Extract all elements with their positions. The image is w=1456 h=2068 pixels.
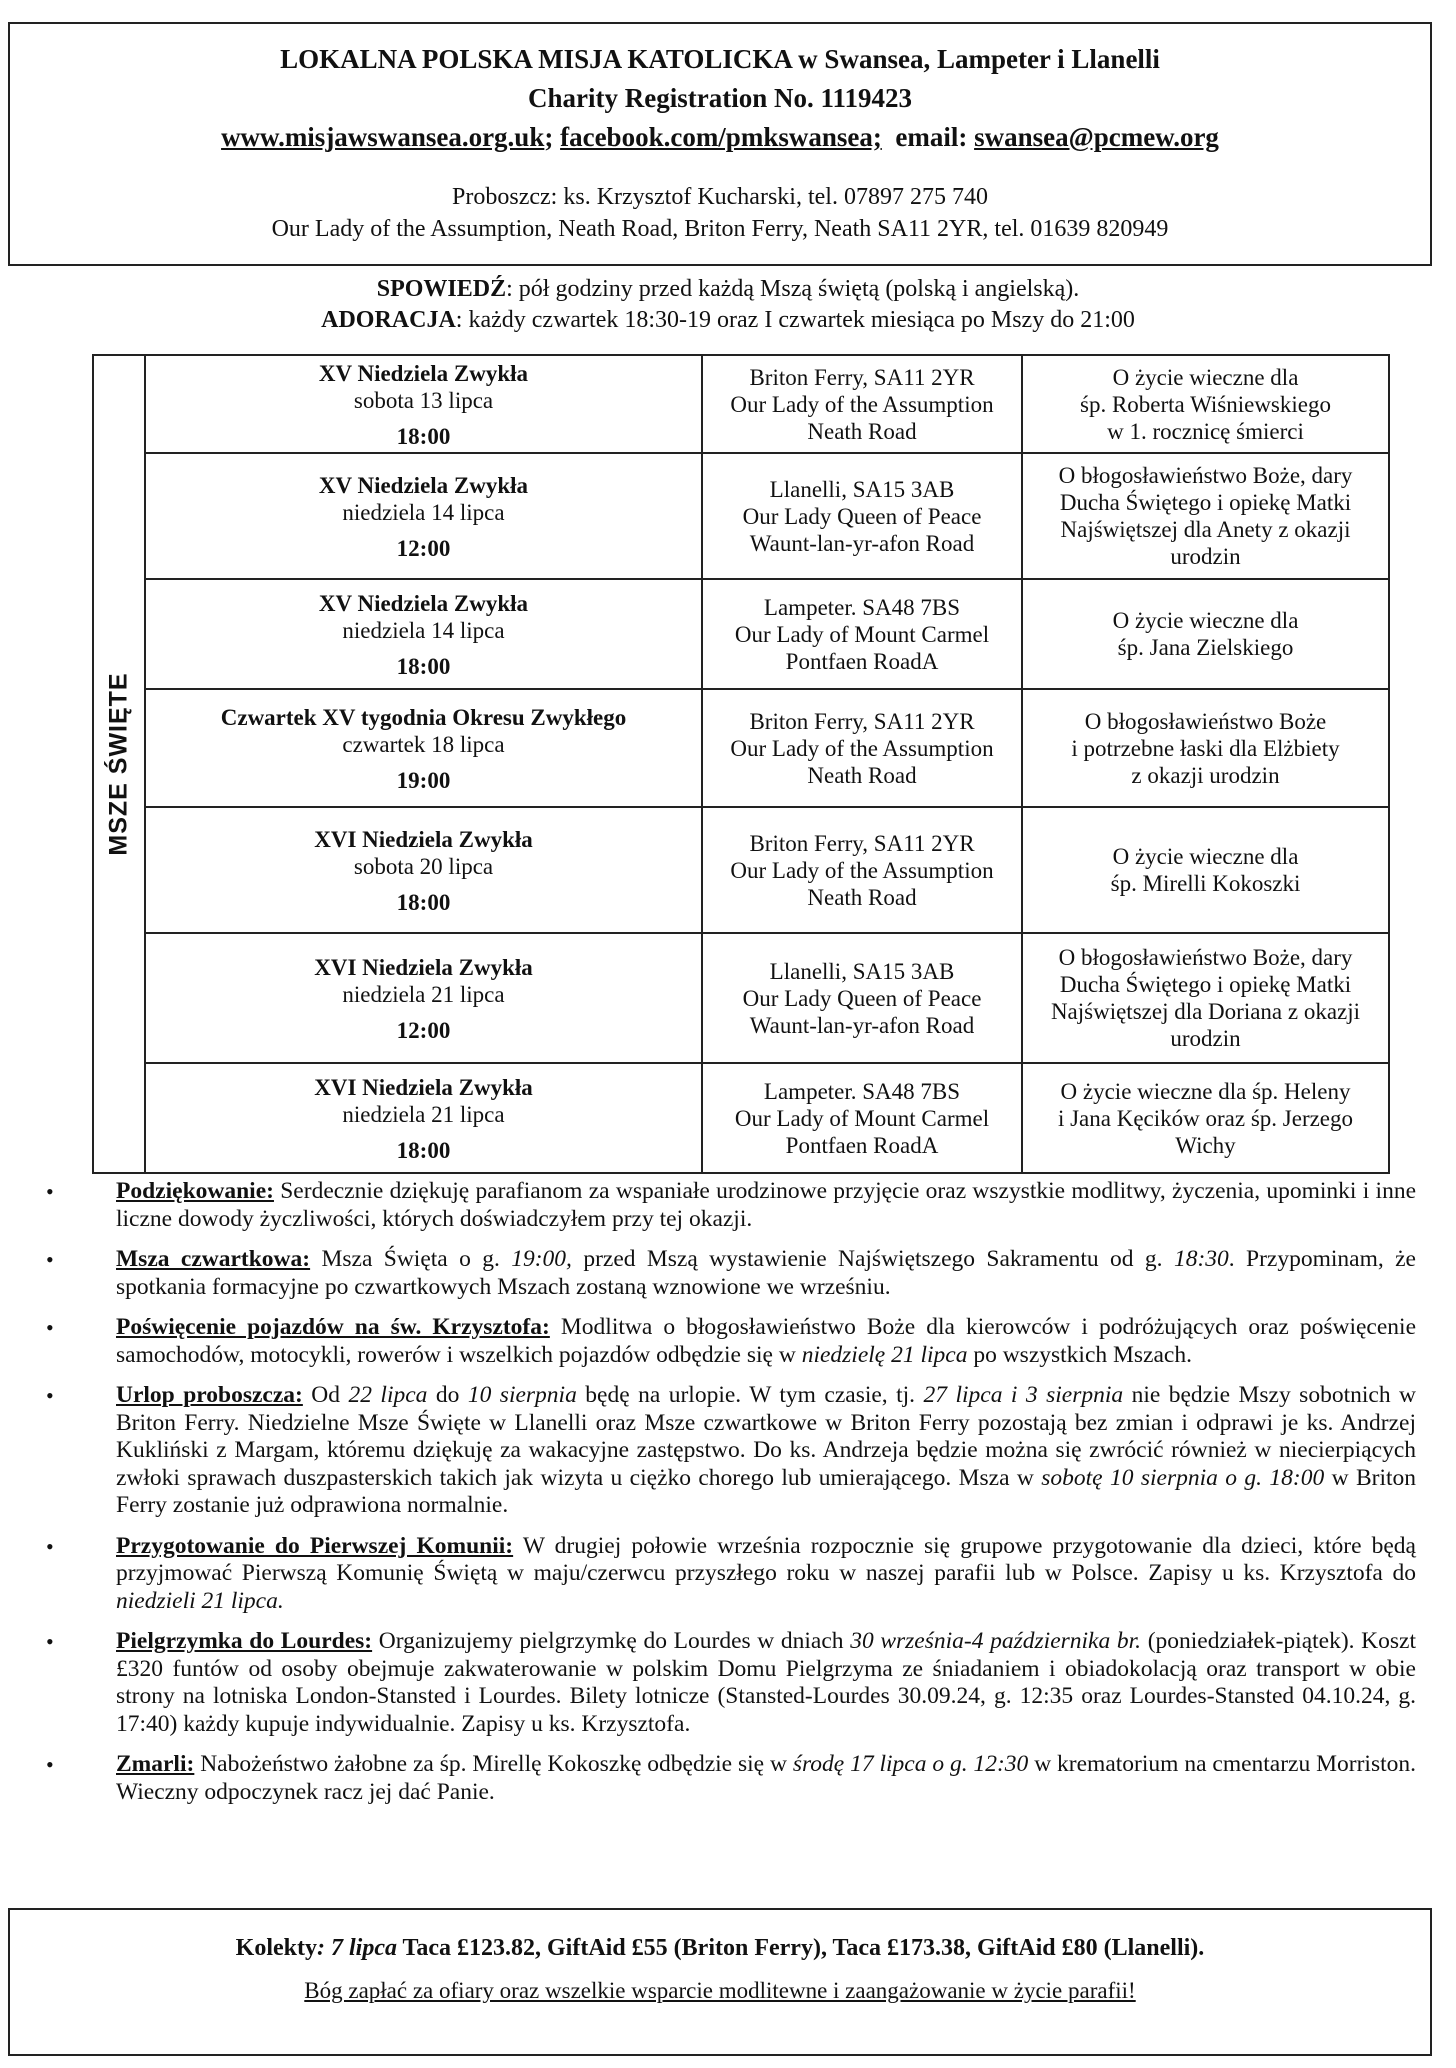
mass-title: XVI Niedziela Zwykła (314, 955, 533, 980)
bullet-icon: • (46, 1629, 54, 1654)
mass-intention-cell (1022, 807, 1389, 933)
notice-text: Organizujemy pielgrzymkę do Lourdes w dniach (372, 1628, 851, 1654)
bullet-icon: • (46, 1383, 54, 1408)
intention-line: O błogosławieństwo Boże, dary (1058, 945, 1353, 970)
notice-text: Nabożeństwo żałobne za śp. Mirellę Kokoszkę odbędzie się w (194, 1751, 793, 1777)
notice-text: przed Mszą wystawienie Najświętszego Sakramentu od g. (571, 1246, 1174, 1272)
mass-place-cell (702, 807, 1022, 933)
notice-text: . Przypominam, że spotkania formacyjne po czwartkowych Mszach zostaną wznowione we wrześniu. (116, 1246, 1416, 1300)
mass-title: XVI Niedziela Zwykła (314, 827, 533, 852)
place-line: Llanelli, SA15 3AB (769, 476, 955, 502)
footer-box (8, 1908, 1432, 2056)
collections-label: Kolekty (235, 1935, 317, 1961)
mass-intention-cell (1022, 933, 1389, 1063)
place-line: Lampeter. SA48 7BS (763, 594, 961, 620)
intention-line: śp. Mirelli Kokoszki (1110, 871, 1301, 896)
separator: ; (544, 122, 554, 152)
mass-time: 19:00 (396, 768, 451, 793)
bullet-icon: • (46, 1533, 54, 1559)
mass-time: 18:00 (396, 654, 451, 679)
mass-day-cell (145, 807, 702, 933)
notice-text: niedzieli 21 lipca. (116, 1587, 284, 1614)
mass-intention-cell (1022, 689, 1389, 807)
pastor-info: Proboszcz: ks. Krzysztof Kucharski, tel. 07897 275 740 (452, 184, 988, 210)
mass-date: niedziela 21 lipca (342, 982, 505, 1007)
notice-text: do (427, 1382, 468, 1408)
mass-row (93, 933, 1389, 1063)
mass-time: 12:00 (396, 536, 451, 561)
intention-line: Najświętszej dla Anety z okazji (1060, 517, 1351, 542)
collections-date: : 7 lipca (317, 1935, 397, 1961)
bullet-icon: • (46, 1315, 54, 1340)
notice-text: 19:00, (511, 1246, 572, 1272)
intention-line: O życie wieczne dla (1112, 364, 1299, 390)
confession-label: SPOWIEDŹ (376, 276, 507, 302)
notice-text: niedzielę 21 lipca (801, 1341, 968, 1368)
notice-item (40, 1382, 1416, 1520)
notice-text: w krematorium na cmentarzu Morriston. Wieczny odpoczynek racz jej dać Panie. (116, 1751, 1416, 1805)
mass-place-cell (702, 579, 1022, 689)
mass-intention-cell (1022, 355, 1389, 453)
notice-text: Modlitwa o błogosławieństwo Boże dla kierowców i podróżujących oraz poświęcenie samochodów, motocykli, rowerów i wszelkich pojazdów odbędzie się w (116, 1314, 1416, 1368)
intention-line: Ducha Świętego i opiekę Matki (1059, 490, 1352, 515)
facebook-link[interactable]: facebook.com/pmkswansea; (560, 122, 882, 152)
notice-title: Poświęcenie pojazdów na św. Krzysztofa: (116, 1314, 550, 1340)
confession-adoration (0, 274, 1456, 336)
header-box (8, 22, 1432, 266)
notice-item (40, 1628, 1416, 1738)
notice-title: Pielgrzymka do Lourdes: (116, 1628, 373, 1654)
mass-date: sobota 13 lipca (353, 388, 494, 413)
place-line: Llanelli, SA15 3AB (769, 958, 955, 984)
place-line: Our Lady Queen of Peace (742, 985, 982, 1011)
mass-date: sobota 20 lipca (353, 854, 494, 879)
mass-row (93, 1063, 1389, 1173)
church-address: Our Lady of the Assumption, Neath Road, Briton Ferry, Neath SA11 2YR, tel. 01639 820949 (271, 216, 1169, 242)
mass-place-cell (702, 689, 1022, 807)
mass-row (93, 453, 1389, 579)
notice-text: 30 września-4 października br. (850, 1628, 1142, 1654)
notice-item (40, 1314, 1416, 1369)
notice-text: nie będzie Mszy sobotnich w Briton Ferry. Niedzielne Msze Święte w Llanelli oraz Msze czwartkowe w Briton Ferry pozostają bez zmian i odprawi je ks. Andrzej Kukliński z Margam, któremu dziękuję za wakacyjne zastępstwo. Do ks. Andrzeja będzie można się zwrócić również w niecierpiących zwłoki sprawach duszpasterskich takich jak wizyta u ciężko chorego lub umierającego. Msza w (116, 1382, 1416, 1491)
contact-links (10, 118, 1430, 157)
mission-title: LOKALNA POLSKA MISJA KATOLICKA w Swansea, Lampeter i Llanelli (280, 44, 1160, 74)
place-line: Our Lady Queen of Peace (742, 503, 982, 529)
charity-number: Charity Registration No. 1119423 (528, 83, 912, 113)
mass-title: XV Niedziela Zwykła (318, 591, 529, 616)
place-line: Briton Ferry, SA11 2YR (749, 830, 975, 856)
mass-row (93, 807, 1389, 933)
place-line: Pontfaen RoadA (785, 648, 939, 674)
mass-title: XVI Niedziela Zwykła (314, 1075, 533, 1100)
mass-place-cell (702, 933, 1022, 1063)
mass-day-cell (145, 689, 702, 807)
notice-item (40, 1246, 1416, 1301)
notice-text: Od (302, 1382, 349, 1408)
email-label: email: (895, 122, 968, 152)
side-label-cell (93, 355, 145, 1173)
mass-date: niedziela 14 lipca (342, 500, 505, 525)
mass-day-cell (145, 933, 702, 1063)
intention-line: śp. Roberta Wiśniewskiego (1080, 391, 1331, 417)
intention-line: urodzin (1170, 1026, 1241, 1051)
notice-text: środę 17 lipca o g. 12:30 (792, 1751, 1029, 1777)
thanks-line: Bóg zapłać za ofiary oraz wszelkie wsparcie modlitewne i zaangażowanie w życie parafii! (304, 1978, 1136, 2003)
mass-day-cell (145, 579, 702, 689)
mass-time: 12:00 (396, 1018, 451, 1043)
notice-text: sobotę 10 sierpnia o g. 18:00 (1041, 1464, 1325, 1491)
place-line: Waunt-lan-yr-afon Road (749, 1012, 975, 1038)
email-link[interactable]: swansea@pcmew.org (974, 122, 1219, 152)
intention-line: Najświętszej dla Doriana z okazji (1050, 999, 1361, 1024)
notice-item (40, 1533, 1416, 1616)
intention-line: Ducha Świętego i opiekę Matki (1059, 972, 1352, 997)
intention-line: O życie wieczne dla śp. Heleny (1060, 1078, 1351, 1104)
mass-date: czwartek 18 lipca (342, 732, 505, 757)
intention-line: O błogosławieństwo Boże (1084, 708, 1327, 734)
place-line: Our Lady of the Assumption (730, 735, 994, 761)
notice-text: Msza Święta o g. (310, 1246, 512, 1272)
bullet-icon: • (46, 1247, 54, 1272)
notice-title: Msza czwartkowa: (116, 1246, 311, 1272)
notice-text: po wszystkich Mszach. (967, 1341, 1192, 1368)
bullet-icon: • (46, 1179, 54, 1204)
place-line: Neath Road (807, 884, 917, 910)
notice-item (40, 1178, 1416, 1233)
place-line: Our Lady of Mount Carmel (734, 1105, 990, 1131)
intention-line: śp. Jana Zielskiego (1117, 635, 1294, 660)
mass-time: 18:00 (396, 890, 451, 915)
mass-intention-cell (1022, 1063, 1389, 1173)
mass-row (93, 689, 1389, 807)
place-line: Pontfaen RoadA (785, 1132, 939, 1158)
place-line: Waunt-lan-yr-afon Road (749, 530, 975, 556)
notice-title: Urlop proboszcza: (116, 1382, 303, 1408)
place-line: Briton Ferry, SA11 2YR (749, 364, 975, 390)
intention-line: urodzin (1170, 544, 1241, 569)
mass-time: 18:00 (396, 424, 451, 449)
notice-title: Podziękowanie: (116, 1178, 274, 1204)
notice-title: Zmarli: (116, 1751, 195, 1777)
mass-date: niedziela 21 lipca (342, 1102, 505, 1127)
adoration-line (0, 305, 1456, 336)
mass-day-cell (145, 1063, 702, 1173)
website-link[interactable]: www.misjawswansea.org.uk (221, 122, 545, 152)
mass-intention-cell (1022, 453, 1389, 579)
mass-place-cell (702, 355, 1022, 453)
mass-intention-cell (1022, 579, 1389, 689)
mass-day-cell (145, 453, 702, 579)
intention-line: i Jana Kęcików oraz śp. Jerzego (1057, 1105, 1354, 1131)
intention-line: O życie wieczne dla (1112, 608, 1299, 633)
mass-place-cell (702, 1063, 1022, 1173)
place-line: Neath Road (807, 762, 917, 788)
adoration-label: ADORACJA (321, 307, 456, 333)
side-label: MSZE ŚWIĘTE (104, 672, 133, 856)
confession-line (0, 274, 1456, 305)
collections-line (10, 1932, 1430, 1964)
intention-line: w 1. rocznicę śmierci (1107, 418, 1304, 444)
place-line: Lampeter. SA48 7BS (763, 1078, 961, 1104)
notice-text: 10 sierpnia (467, 1382, 577, 1408)
mass-date: niedziela 14 lipca (342, 618, 505, 643)
collections-amounts: Taca £123.82, GiftAid £55 (Briton Ferry), Taca £173.38, GiftAid £80 (Llanelli). (396, 1935, 1205, 1961)
mass-schedule-table (92, 354, 1390, 1174)
intention-line: O życie wieczne dla (1112, 844, 1299, 869)
place-line: Briton Ferry, SA11 2YR (749, 708, 975, 734)
mass-title: XV Niedziela Zwykła (318, 473, 529, 498)
notice-title: Przygotowanie do Pierwszej Komunii: (116, 1532, 514, 1559)
intention-line: z okazji urodzin (1131, 762, 1280, 788)
mass-time: 18:00 (396, 1138, 451, 1163)
place-line: Neath Road (807, 418, 917, 444)
notice-text: w Briton Ferry zostanie już odprawiona normalnie. (116, 1464, 1416, 1518)
notice-text: 27 lipca i 3 sierpnia (923, 1382, 1124, 1408)
notice-text: W drugiej połowie września rozpocznie się grupowe przygotowanie dla dzieci, które będą przyjmować Pierwszą Komunię Świętą w maju/czerwcu przyszłego roku w naszej parafii lub w Polsce. Zapisy u ks. Krzysztofa do (116, 1532, 1416, 1586)
mass-place-cell (702, 453, 1022, 579)
mass-title: Czwartek XV tygodnia Okresu Zwykłego (220, 705, 627, 730)
confession-text: : pół godziny przed każdą Mszą świętą (polską i angielską). (506, 276, 1080, 302)
notice-text: (poniedziałek-piątek). Koszt £320 funtów od osoby obejmuje zakwaterowanie w polskim Domu Pielgrzyma ze śniadaniem i obiadokolacją oraz transport w obie strony na lotniska London-Stansted i Lourdes. Bilety lotnicze (Stansted-Lourdes 30.09.24, g. 12:35 oraz Lourdes-Stansted 04.10.24, g. 17:40) każdy kupuje indywidualnie. Zapisy u ks. Krzysztofa. (116, 1628, 1417, 1737)
intention-line: O błogosławieństwo Boże, dary (1058, 463, 1353, 488)
notices-list (40, 1178, 1416, 1819)
place-line: Our Lady of the Assumption (730, 391, 994, 417)
notice-item (40, 1751, 1416, 1806)
adoration-text: : każdy czwartek 18:30-19 oraz I czwartek miesiąca po Mszy do 21:00 (455, 307, 1135, 333)
intention-line: Wichy (1175, 1132, 1236, 1158)
notice-text: będę na urlopie. W tym czasie, tj. (576, 1382, 924, 1408)
mass-title: XV Niedziela Zwykła (318, 361, 529, 386)
notice-text: 22 lipca (348, 1382, 428, 1408)
place-line: Our Lady of Mount Carmel (734, 621, 990, 647)
bullet-icon: • (46, 1752, 54, 1777)
place-line: Our Lady of the Assumption (730, 857, 994, 883)
mass-row (93, 355, 1389, 453)
intention-line: i potrzebne łaski dla Elżbiety (1071, 735, 1340, 761)
mass-row (93, 579, 1389, 689)
notice-text: 18:30 (1173, 1246, 1229, 1272)
mass-day-cell (145, 355, 702, 453)
notice-text: Serdecznie dziękuję parafianom za wspaniałe urodzinowe przyjęcie oraz wszystkie modlitwy, życzenia, upominki i inne liczne dowody życzliwości, których doświadczyłem przy tej okazji. (116, 1178, 1416, 1232)
